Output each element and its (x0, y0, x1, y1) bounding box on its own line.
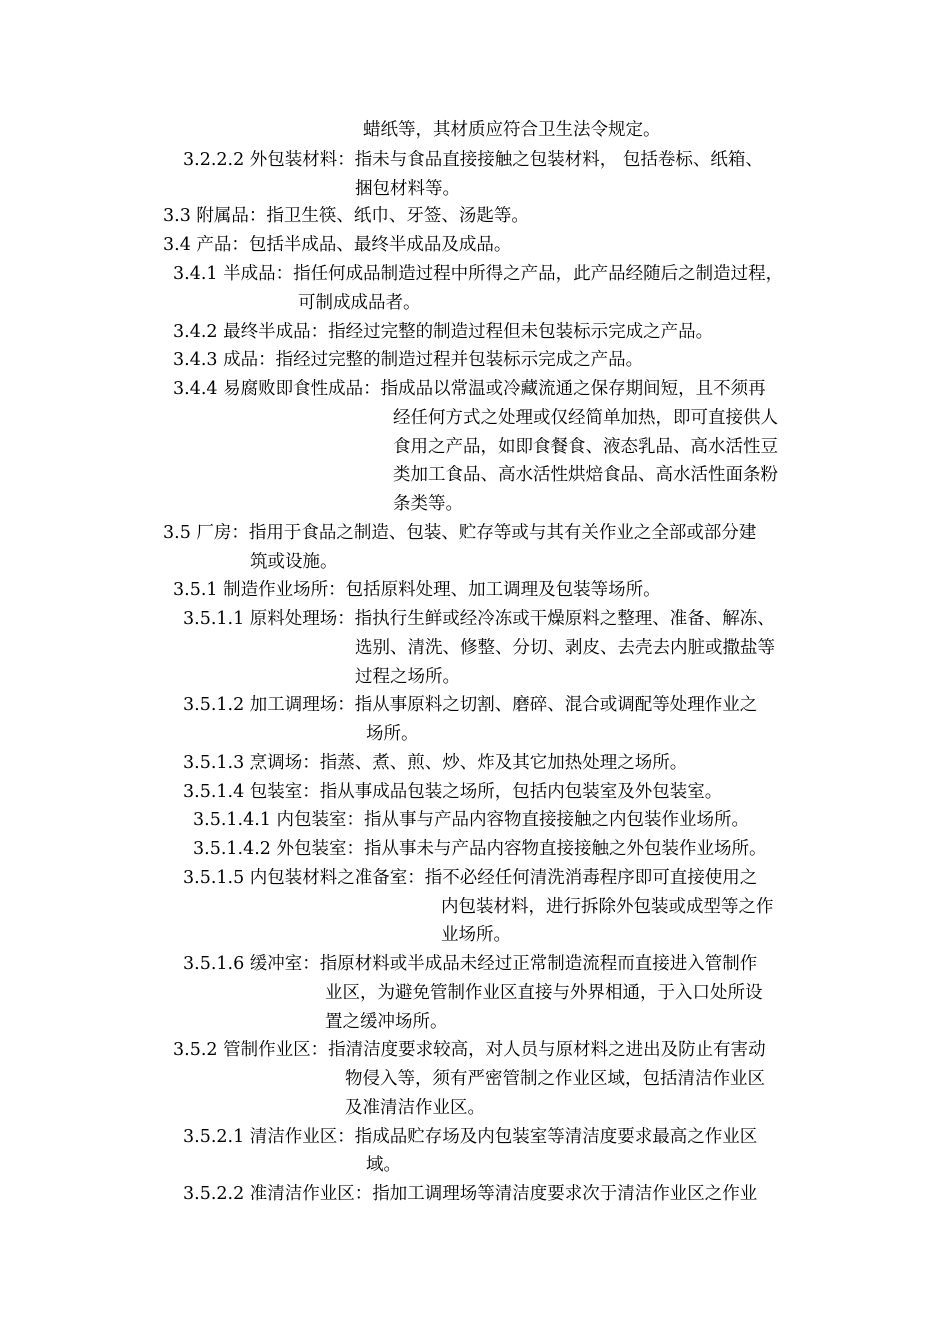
text-line: 3.2.2.2 外包装材料：指未与食品直接接触之包装材料， 包括卷标、纸箱、 (183, 150, 763, 170)
text-line: 业场所。 (441, 925, 511, 945)
text-line: 3.5.1.3 烹调场：指蒸、煮、煎、炒、炸及其它加热处理之场所。 (183, 753, 688, 773)
text-line: 3.5.1.1 原料处理场：指执行生鲜或经冷冻或干燥原料之整理、准备、解冻、 (183, 609, 775, 629)
text-line: 类加工食品、高水活性烘焙食品、高水活性面条粉 (393, 465, 778, 485)
text-line: 场所。 (366, 724, 419, 744)
text-line: 3.5.2 管制作业区：指清洁度要求较高，对人员与原材料之进出及防止有害动 (173, 1040, 766, 1060)
text-line: 选别、清洗、修整、分切、剥皮、去壳去内脏或撒盐等 (355, 638, 775, 658)
text-line: 蜡纸等，其材质应符合卫生法令规定。 (363, 120, 661, 140)
text-line: 3.4.3 成品：指经过完整的制造过程并包装标示完成之产品。 (173, 350, 644, 370)
text-line: 3.3 附属品：指卫生筷、纸巾、牙签、汤匙等。 (163, 206, 529, 226)
text-line: 3.5.1.6 缓冲室：指原材料或半成品未经过正常制造流程而直接进入管制作 (183, 954, 758, 974)
text-line: 物侵入等，须有严密管制之作业区域，包括清洁作业区 (345, 1069, 765, 1089)
text-line: 筑或设施。 (250, 552, 338, 572)
text-line: 经任何方式之处理或仅经简单加热，即可直接供人 (393, 408, 778, 428)
text-line: 食用之产品，如即食餐食、液态乳品、高水活性豆 (393, 437, 778, 457)
text-line: 3.4.1 半成品：指任何成品制造过程中所得之产品，此产品经随后之制造过程， (173, 264, 784, 284)
text-line: 可制成成品者。 (298, 293, 421, 313)
text-line: 捆包材料等。 (355, 179, 460, 199)
text-line: 3.5.1.4.1 内包装室：指从事与产品内容物直接接触之内包装作业场所。 (193, 810, 749, 830)
text-line: 过程之场所。 (355, 667, 460, 687)
text-line: 3.5.1.4.2 外包装室：指从事未与产品内容物直接接触之外包装作业场所。 (193, 839, 767, 859)
text-line: 3.4 产品：包括半成品、最终半成品及成品。 (163, 235, 512, 255)
text-line: 3.5.1.4 包装室：指从事成品包装之场所，包括内包装室及外包装室。 (183, 782, 723, 802)
text-line: 3.5.2.2 准清洁作业区：指加工调理场等清洁度要求次于清洁作业区之作业 (183, 1184, 758, 1204)
text-line: 3.5.1.2 加工调理场：指从事原料之切割、磨碎、混合或调配等处理作业之 (183, 695, 758, 715)
text-line: 内包装材料，进行拆除外包装或成型等之作 (441, 897, 774, 917)
text-line: 3.5.2.1 清洁作业区：指成品贮存场及内包装室等清洁度要求最高之作业区 (183, 1127, 758, 1147)
text-line: 3.5.1.5 内包装材料之准备室：指不必经任何清洗消毒程序即可直接使用之 (183, 868, 758, 888)
text-line: 3.5.1 制造作业场所：包括原料处理、加工调理及包装等场所。 (173, 580, 661, 600)
text-line: 域。 (366, 1155, 401, 1175)
text-line: 业区，为避免管制作业区直接与外界相通，于入口处所设 (325, 983, 763, 1003)
text-line: 3.4.4 易腐败即食性成品：指成品以常温或冷藏流通之保存期间短，且不须再 (173, 379, 766, 399)
text-line: 条类等。 (393, 494, 463, 514)
text-line: 置之缓冲场所。 (325, 1012, 448, 1032)
text-line: 及准清洁作业区。 (345, 1098, 485, 1118)
text-line: 3.4.2 最终半成品：指经过完整的制造过程但未包装标示完成之产品。 (173, 322, 714, 342)
text-line: 3.5 厂房：指用于食品之制造、包装、贮存等或与其有关作业之全部或部分建 (163, 523, 757, 543)
